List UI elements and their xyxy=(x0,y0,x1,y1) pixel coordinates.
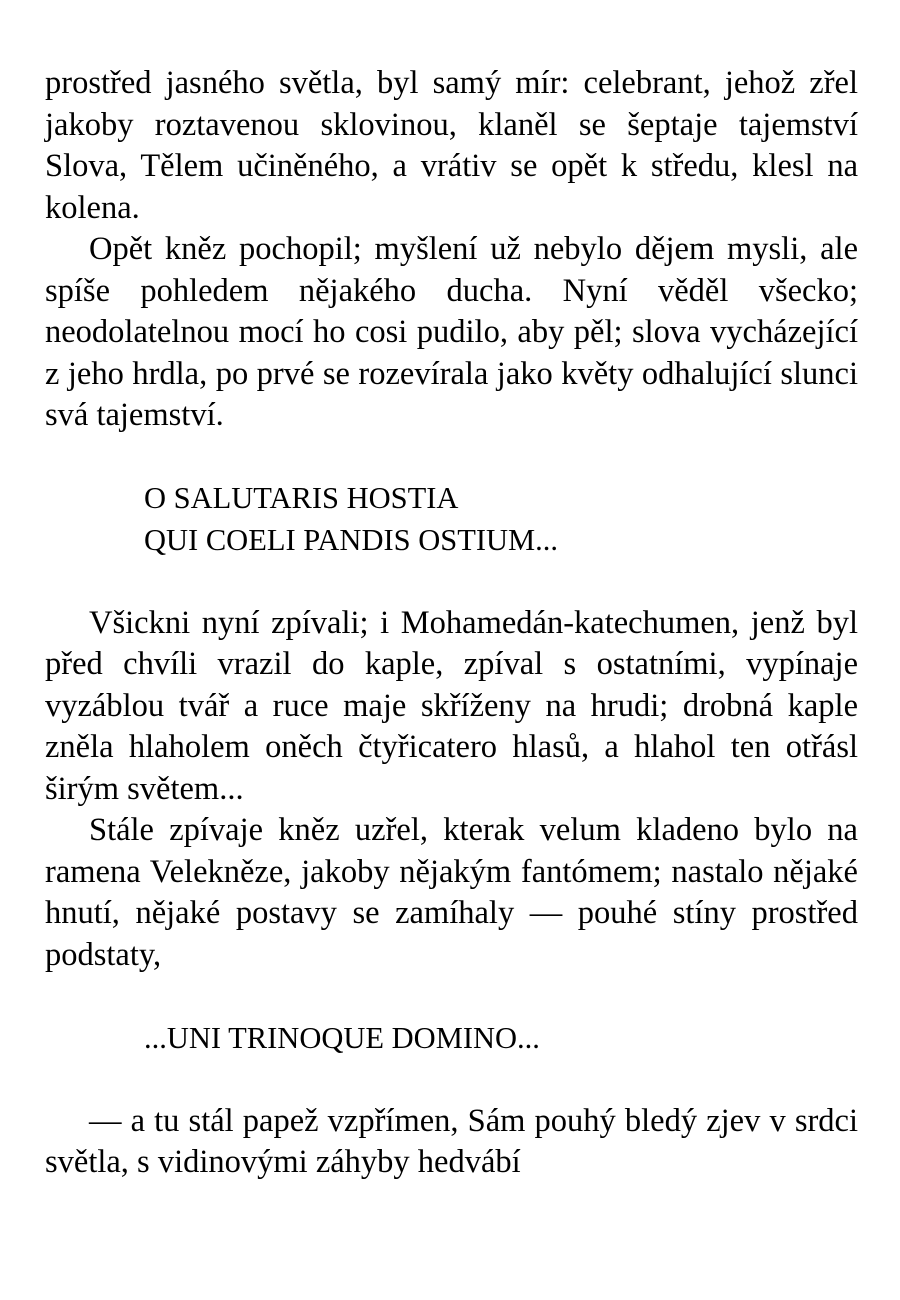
paragraph: — a tu stál papež vzpřímen, Sám pouhý bledý zjev v srdci světla, s vidinovými záhyby hedvábí xyxy=(45,1102,858,1180)
verse-line: O SALUTARIS HOSTIA xyxy=(144,481,459,515)
paragraph: Opět kněz pochopil; myšlení už nebylo dějem mysli, ale spíše pohledem nějakého ducha. Nyní věděl všecko; neodolatelnou mocí ho cosi pudilo, aby pěl; slova vycházející z jeho hrdla, po prvé se rozevírala jako květy odhalující slunci svá tajemství. xyxy=(45,231,858,433)
paragraph: Stále zpívaje kněz uzřel, kterak velum kladeno bylo na ramena Velekněze, jakoby nějakým fantómem; nastalo nějaké hnutí, nějaké postavy se zamíhaly — pouhé stíny prostřed podstaty, xyxy=(45,812,858,973)
spacer xyxy=(45,561,858,603)
paragraph: Všickni nyní zpívali; i Mohamedán-katechumen, jenž byl před chvíli vrazil do kaple, zpíval s ostatními, vypínaje vyzáblou tvář a ruce maje skříženy na hrudi; drobná kaple zněla hlaholem oněch čtyřicatero hlasů, a hlahol ten otřásl širým světem... xyxy=(45,604,858,807)
spacer xyxy=(45,437,858,479)
hymn-verse xyxy=(45,1018,858,1060)
hymn-verse xyxy=(45,478,858,561)
verse-line: ...UNI TRINOQUE DOMINO... xyxy=(144,1020,540,1055)
book-page xyxy=(45,63,858,1184)
verse-line: QUI COELI PANDIS OSTIUM... xyxy=(144,522,559,557)
spacer xyxy=(45,976,858,1018)
paragraph-continuation: prostřed jasného světla, byl samý mír: celebrant, jehož zřel jakoby roztavenou sklovinou, klaněl se šeptaje tajemství Slova, Tělem učiněného, a vrátiv se opět k středu, klesl na kolena. xyxy=(45,65,858,226)
spacer xyxy=(45,1059,858,1101)
